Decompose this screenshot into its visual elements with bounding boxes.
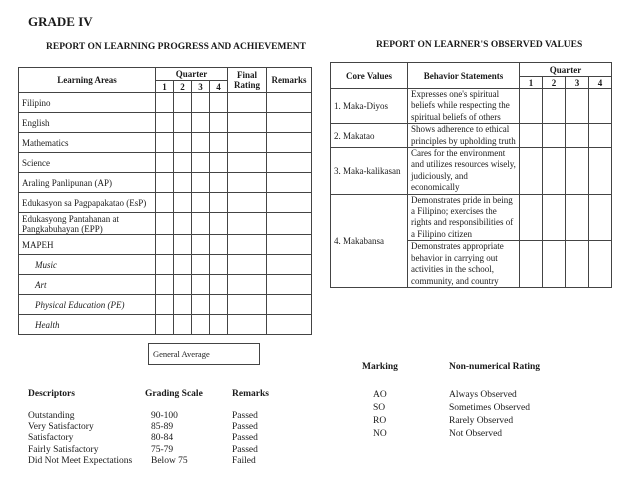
final-rating-cell — [228, 315, 267, 335]
remarks-cell — [267, 193, 312, 213]
quarter-grade-cell — [210, 275, 228, 295]
subject-row — [19, 315, 312, 335]
marking-codes — [373, 389, 387, 441]
remark-item: Passed — [232, 422, 258, 433]
final-rating-cell — [228, 275, 267, 295]
behavior-statement: Cares for the environment and utilizes resources wisely, judiciously, and economically — [408, 148, 520, 195]
quarter-rating-cell — [543, 124, 566, 148]
quarter-rating-cell — [520, 148, 543, 195]
subject-row — [19, 153, 312, 173]
remarks-header: Remarks — [267, 68, 312, 93]
learning-progress-table — [18, 67, 312, 335]
quarter-grade-cell — [174, 315, 192, 335]
quarter-grade-cell — [174, 133, 192, 153]
quarter-rating-cell — [589, 89, 612, 124]
grading-scale-item: Below 75 — [151, 455, 188, 466]
quarter-header: Quarter — [520, 63, 612, 77]
quarter-rating-cell — [520, 241, 543, 288]
final-rating-cell — [228, 93, 267, 113]
final-rating-cell — [228, 173, 267, 193]
subject-row — [19, 213, 312, 235]
final-rating-cell — [228, 113, 267, 133]
quarter-grade-cell — [210, 213, 228, 235]
descriptor-item: Satisfactory — [28, 433, 74, 444]
marking-heading: Marking — [362, 362, 398, 372]
quarter-grade-cell — [174, 113, 192, 133]
subject-row — [19, 275, 312, 295]
quarter-rating-cell — [566, 241, 589, 288]
subject-label: MAPEH — [19, 235, 156, 255]
core-value-label: 1. Maka-Diyos — [331, 89, 408, 124]
quarter-1-header: 1 — [520, 77, 543, 89]
subject-row — [19, 93, 312, 113]
final-rating-header: Final Rating — [228, 68, 267, 93]
descriptor-item: Very Satisfactory — [28, 422, 94, 433]
quarter-grade-cell — [174, 275, 192, 295]
core-values-header: Core Values — [331, 63, 408, 89]
quarter-rating-cell — [543, 241, 566, 288]
remarks-cell — [267, 133, 312, 153]
grading-scale-heading: Grading Scale — [145, 389, 203, 399]
learning-areas-header: Learning Areas — [19, 68, 156, 93]
subject-label: Science — [19, 153, 156, 173]
marking-label: Rarely Observed — [449, 416, 514, 426]
quarter-header: Quarter — [156, 68, 228, 81]
remarks-cell — [267, 295, 312, 315]
quarter-rating-cell — [566, 148, 589, 195]
quarter-grade-cell — [210, 153, 228, 173]
descriptor-item: Outstanding — [28, 411, 75, 421]
behavior-statement: Demonstrates appropriate behavior in carrying out activities in the school, community, and country — [408, 241, 520, 288]
quarter-grade-cell — [192, 295, 210, 315]
quarter-grade-cell — [156, 275, 174, 295]
general-average-label: General Average — [148, 343, 260, 365]
quarter-1-header: 1 — [156, 81, 174, 93]
observed-values-table — [330, 62, 612, 288]
grade-title: GRADE IV — [28, 14, 93, 29]
remarks-cell — [267, 113, 312, 133]
quarter-grade-cell — [156, 193, 174, 213]
quarter-grade-cell — [192, 315, 210, 335]
subject-label: English — [19, 113, 156, 133]
subject-label: Mathematics — [19, 133, 156, 153]
quarter-rating-cell — [520, 194, 543, 241]
quarter-rating-cell — [520, 124, 543, 148]
final-rating-cell — [228, 193, 267, 213]
marking-label: Sometimes Observed — [449, 403, 531, 413]
quarter-grade-cell — [174, 173, 192, 193]
values-row — [331, 148, 612, 195]
quarter-grade-cell — [156, 213, 174, 235]
remarks-list — [232, 411, 258, 467]
quarter-4-header: 4 — [589, 77, 612, 89]
grading-scale-item: 80-84 — [151, 433, 174, 444]
remark-item: Passed — [232, 433, 258, 444]
quarter-grade-cell — [192, 213, 210, 235]
quarter-grade-cell — [192, 153, 210, 173]
final-rating-cell — [228, 295, 267, 315]
quarter-grade-cell — [174, 295, 192, 315]
remarks-cell — [267, 153, 312, 173]
remarks-cell — [267, 255, 312, 275]
subject-label: Araling Panlipunan (AP) — [19, 173, 156, 193]
remarks-cell — [267, 173, 312, 193]
marking-code: RO — [373, 416, 387, 426]
subject-row — [19, 193, 312, 213]
behavior-statements-header: Behavior Statements — [408, 63, 520, 89]
subject-label: Art — [19, 275, 156, 295]
quarter-grade-cell — [174, 235, 192, 255]
final-rating-cell — [228, 235, 267, 255]
marking-label: Always Observed — [449, 390, 517, 400]
quarter-grade-cell — [210, 113, 228, 133]
behavior-statement: Shows adherence to ethical principles by upholding truth — [408, 124, 520, 148]
observed-values-heading: REPORT ON LEARNER'S OBSERVED VALUES — [376, 40, 583, 50]
descriptor-item: Fairly Satisfactory — [28, 444, 99, 455]
quarter-grade-cell — [156, 295, 174, 315]
quarter-rating-cell — [589, 194, 612, 241]
behavior-statement: Expresses one's spiritual beliefs while respecting the spiritual beliefs of others — [408, 89, 520, 124]
marking-code: SO — [373, 403, 386, 413]
final-rating-cell — [228, 213, 267, 235]
marking-code: NO — [373, 429, 387, 439]
subject-label: Edukasyong Pantahanan at Pangkabuhayan (EPP) — [19, 213, 156, 235]
marking-label: Not Observed — [449, 429, 503, 439]
remarks-cell — [267, 315, 312, 335]
subject-label: Health — [19, 315, 156, 335]
core-value-label: 2. Makatao — [331, 124, 408, 148]
remarks-cell — [267, 275, 312, 295]
subject-label: Music — [19, 255, 156, 275]
quarter-grade-cell — [156, 153, 174, 173]
subject-row — [19, 295, 312, 315]
quarter-grade-cell — [192, 133, 210, 153]
descriptor-item: Did Not Meet Expectations — [28, 455, 133, 466]
final-rating-cell — [228, 153, 267, 173]
quarter-grade-cell — [210, 173, 228, 193]
subject-row — [19, 133, 312, 153]
quarter-grade-cell — [192, 113, 210, 133]
grading-scale-item: 90-100 — [151, 411, 178, 421]
behavior-statement: Demonstrates pride in being a Filipino; exercises the rights and responsibilities of a Filipino citizen — [408, 194, 520, 241]
remarks-cell — [267, 235, 312, 255]
quarter-rating-cell — [520, 89, 543, 124]
quarter-grade-cell — [210, 235, 228, 255]
quarter-grade-cell — [192, 235, 210, 255]
descriptor-list — [28, 411, 132, 467]
grading-scale-item: 85-89 — [151, 422, 174, 433]
quarter-grade-cell — [210, 133, 228, 153]
quarter-rating-cell — [543, 194, 566, 241]
quarter-grade-cell — [192, 275, 210, 295]
subject-row — [19, 113, 312, 133]
remarks-cell — [267, 93, 312, 113]
quarter-grade-cell — [174, 153, 192, 173]
remark-item: Failed — [232, 455, 256, 466]
quarter-rating-cell — [566, 89, 589, 124]
quarter-2-header: 2 — [174, 81, 192, 93]
quarter-grade-cell — [156, 235, 174, 255]
remarks-cell — [267, 213, 312, 235]
quarter-grade-cell — [192, 193, 210, 213]
subject-row — [19, 173, 312, 193]
remark-item: Passed — [232, 411, 258, 421]
quarter-4-header: 4 — [210, 81, 228, 93]
subject-label: Physical Education (PE) — [19, 295, 156, 315]
final-rating-cell — [228, 255, 267, 275]
values-row — [331, 194, 612, 241]
quarter-3-header: 3 — [566, 77, 589, 89]
quarter-grade-cell — [174, 193, 192, 213]
quarter-rating-cell — [589, 124, 612, 148]
quarter-grade-cell — [210, 193, 228, 213]
quarter-grade-cell — [156, 113, 174, 133]
quarter-grade-cell — [156, 93, 174, 113]
grading-scale-list — [151, 411, 188, 467]
core-value-label: 4. Makabansa — [331, 194, 408, 287]
remark-item: Passed — [232, 444, 258, 455]
quarter-grade-cell — [156, 315, 174, 335]
subject-label: Edukasyon sa Pagpapakatao (EsP) — [19, 193, 156, 213]
quarter-grade-cell — [174, 255, 192, 275]
core-value-label: 3. Maka-kalikasan — [331, 148, 408, 195]
quarter-grade-cell — [210, 93, 228, 113]
subject-row — [19, 235, 312, 255]
quarter-grade-cell — [156, 133, 174, 153]
quarter-grade-cell — [210, 255, 228, 275]
quarter-grade-cell — [174, 93, 192, 113]
quarter-grade-cell — [192, 255, 210, 275]
final-rating-cell — [228, 133, 267, 153]
quarter-grade-cell — [192, 93, 210, 113]
quarter-grade-cell — [174, 213, 192, 235]
grading-scale-item: 75-79 — [151, 444, 174, 455]
quarter-rating-cell — [589, 148, 612, 195]
quarter-rating-cell — [543, 89, 566, 124]
quarter-grade-cell — [210, 315, 228, 335]
quarter-2-header: 2 — [543, 77, 566, 89]
values-row — [331, 124, 612, 148]
descriptors-heading: Descriptors — [28, 389, 75, 399]
values-row — [331, 89, 612, 124]
learning-progress-heading: REPORT ON LEARNING PROGRESS AND ACHIEVEMENT — [46, 42, 306, 52]
quarter-rating-cell — [566, 124, 589, 148]
marking-code: AO — [373, 390, 387, 400]
quarter-rating-cell — [543, 148, 566, 195]
quarter-grade-cell — [192, 173, 210, 193]
subject-label: Filipino — [19, 93, 156, 113]
quarter-rating-cell — [566, 194, 589, 241]
non-numerical-rating-heading: Non-numerical Rating — [449, 362, 541, 372]
subject-row — [19, 255, 312, 275]
quarter-grade-cell — [156, 255, 174, 275]
quarter-rating-cell — [589, 241, 612, 288]
quarter-grade-cell — [156, 173, 174, 193]
remarks-heading: Remarks — [232, 389, 269, 399]
quarter-3-header: 3 — [192, 81, 210, 93]
quarter-grade-cell — [210, 295, 228, 315]
marking-labels — [449, 389, 530, 441]
